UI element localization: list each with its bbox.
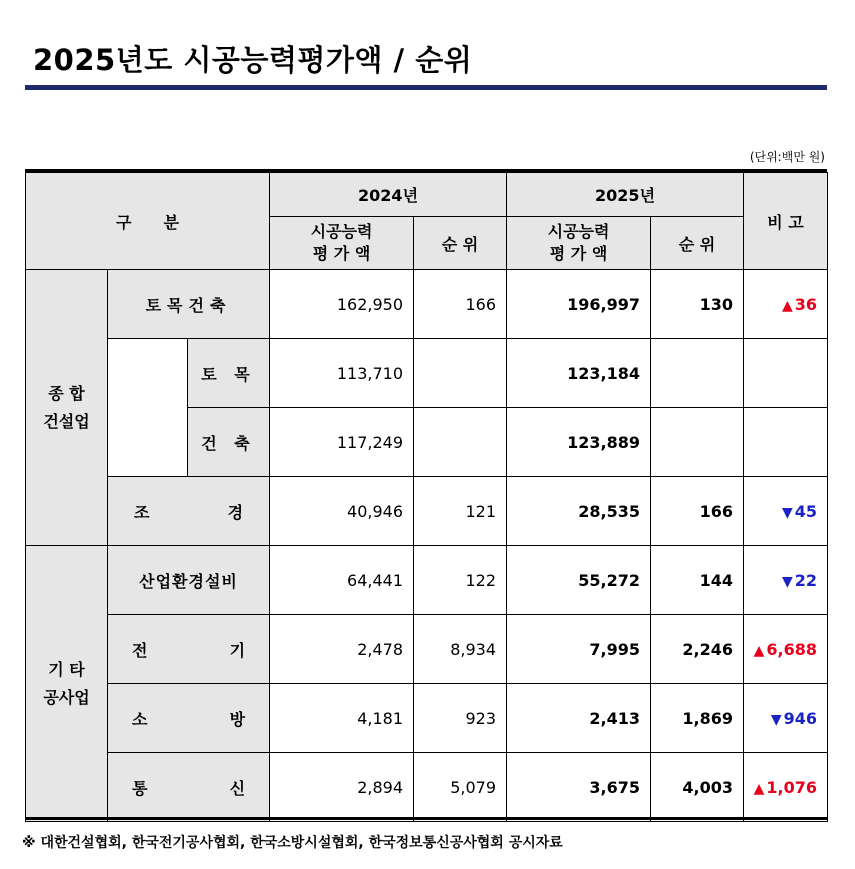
header-year-2024: 2024년 bbox=[270, 173, 507, 217]
table-row bbox=[26, 615, 828, 684]
rank-change bbox=[744, 339, 828, 408]
amount-2024: 2,894 bbox=[270, 753, 414, 822]
down-triangle-icon: ▼ bbox=[781, 504, 793, 521]
amount-2024: 162,950 bbox=[270, 270, 414, 339]
rank-2025: 2,246 bbox=[651, 615, 744, 684]
ranking-table bbox=[25, 172, 828, 822]
page-title: 2025년도 시공능력평가액 / 순위 bbox=[33, 43, 473, 77]
unit-label: (단위:백만 원) bbox=[749, 150, 825, 164]
up-triangle-icon: ▲ bbox=[781, 297, 793, 314]
rank-change: ▼ 45 bbox=[744, 477, 828, 546]
amount-2024: 117,249 bbox=[270, 408, 414, 477]
amount-2024: 64,441 bbox=[270, 546, 414, 615]
rank-2025: 130 bbox=[651, 270, 744, 339]
table-row bbox=[26, 684, 828, 753]
up-triangle-icon: ▲ bbox=[753, 642, 765, 659]
header-rank-2024: 순 위 bbox=[414, 217, 507, 270]
rank-2025 bbox=[651, 339, 744, 408]
table-row bbox=[26, 753, 828, 822]
amount-2025: 3,675 bbox=[507, 753, 651, 822]
blank-indent-cell bbox=[108, 339, 188, 477]
rank-2025: 4,003 bbox=[651, 753, 744, 822]
group-general-construction: 종 합 건설업 bbox=[26, 270, 108, 546]
down-triangle-icon: ▼ bbox=[770, 711, 782, 728]
table-bottom-border bbox=[25, 817, 827, 820]
title-underline-bar bbox=[25, 85, 827, 90]
header-row-years bbox=[26, 173, 828, 217]
header-amount-2024: 시공능력 평 가 액 bbox=[270, 217, 414, 270]
amount-2025: 196,997 bbox=[507, 270, 651, 339]
rank-change: ▲ 36 bbox=[744, 270, 828, 339]
rank-2024: 166 bbox=[414, 270, 507, 339]
rank-2025 bbox=[651, 408, 744, 477]
row-label: 건 축 bbox=[188, 408, 270, 477]
up-triangle-icon: ▲ bbox=[753, 780, 765, 797]
table-row bbox=[26, 270, 828, 339]
group-other-construction: 기 타 공사업 bbox=[26, 546, 108, 822]
rank-2024: 121 bbox=[414, 477, 507, 546]
rank-change: ▼ 22 bbox=[744, 546, 828, 615]
amount-2025: 123,184 bbox=[507, 339, 651, 408]
amount-2025: 123,889 bbox=[507, 408, 651, 477]
rank-change: ▼ 946 bbox=[744, 684, 828, 753]
rank-change: ▲ 6,688 bbox=[744, 615, 828, 684]
row-label: 전 기 bbox=[108, 615, 270, 684]
amount-2024: 40,946 bbox=[270, 477, 414, 546]
table-row bbox=[26, 546, 828, 615]
rank-2025: 166 bbox=[651, 477, 744, 546]
table-row bbox=[26, 339, 828, 408]
row-label: 토목건축 bbox=[108, 270, 270, 339]
row-label: 조 경 bbox=[108, 477, 270, 546]
header-year-2025: 2025년 bbox=[507, 173, 744, 217]
source-footnote: ※ 대한건설협회, 한국전기공사협회, 한국소방시설협회, 한국정보통신공사협회 공시자료 bbox=[22, 835, 563, 851]
header-amount-2025: 시공능력 평 가 액 bbox=[507, 217, 651, 270]
table-row bbox=[26, 477, 828, 546]
row-label: 통 신 bbox=[108, 753, 270, 822]
amount-2025: 28,535 bbox=[507, 477, 651, 546]
down-triangle-icon: ▼ bbox=[781, 573, 793, 590]
amount-2024: 4,181 bbox=[270, 684, 414, 753]
row-label: 산업환경설비 bbox=[108, 546, 270, 615]
rank-2025: 144 bbox=[651, 546, 744, 615]
rank-2024: 8,934 bbox=[414, 615, 507, 684]
rank-2024 bbox=[414, 408, 507, 477]
rank-2024: 122 bbox=[414, 546, 507, 615]
header-remark: 비 고 bbox=[744, 173, 828, 270]
row-label: 토 목 bbox=[188, 339, 270, 408]
rank-change bbox=[744, 408, 828, 477]
rank-2025: 1,869 bbox=[651, 684, 744, 753]
amount-2025: 55,272 bbox=[507, 546, 651, 615]
rank-2024 bbox=[414, 339, 507, 408]
row-label: 소 방 bbox=[108, 684, 270, 753]
header-rank-2025: 순 위 bbox=[651, 217, 744, 270]
amount-2024: 113,710 bbox=[270, 339, 414, 408]
amount-2025: 7,995 bbox=[507, 615, 651, 684]
amount-2024: 2,478 bbox=[270, 615, 414, 684]
rank-2024: 923 bbox=[414, 684, 507, 753]
rank-change: ▲ 1,076 bbox=[744, 753, 828, 822]
header-category: 구 분 bbox=[26, 173, 270, 270]
amount-2025: 2,413 bbox=[507, 684, 651, 753]
rank-2024: 5,079 bbox=[414, 753, 507, 822]
